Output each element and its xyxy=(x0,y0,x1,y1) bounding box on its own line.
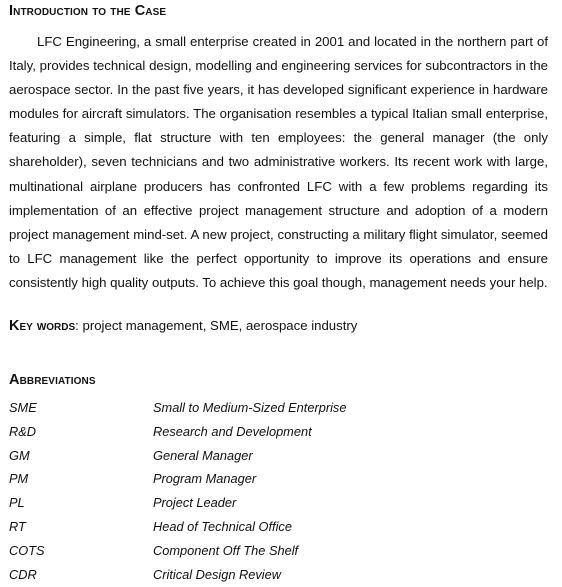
abbreviation-row xyxy=(0,492,562,516)
abbreviation-row xyxy=(0,540,562,564)
abbreviation-row xyxy=(0,564,562,587)
abbreviation-code: GM xyxy=(9,447,30,463)
abbreviation-code: R&D xyxy=(9,423,37,439)
abbreviation-code: SME xyxy=(9,400,37,415)
abbreviation-code: PM xyxy=(9,471,29,487)
abbreviation-code: COTS xyxy=(9,542,45,558)
keywords-value: : project management, SME, aerospace industry xyxy=(75,318,358,333)
abbreviation-definition: Head of Technical Office xyxy=(153,518,292,534)
abbreviation-definition: Critical Design Review xyxy=(153,566,282,582)
abbreviations-title: Abbreviations xyxy=(9,372,96,388)
abbreviation-row xyxy=(0,516,562,540)
abbreviations-list xyxy=(0,397,562,587)
section-title: Introduction to the Case xyxy=(9,3,167,19)
abbreviation-definition: Project Leader xyxy=(153,495,237,511)
abbreviation-code: PL xyxy=(9,495,25,511)
abbreviation-definition: Component Off The Shelf xyxy=(153,542,299,558)
abbreviation-definition: Program Manager xyxy=(153,471,257,487)
keywords-line xyxy=(9,318,357,334)
abbreviation-definition: Research and Development xyxy=(153,423,312,439)
abbreviation-definition: Small to Medium-Sized Enterprise xyxy=(153,400,347,415)
abbreviation-definition: General Manager xyxy=(153,447,253,463)
abbreviation-code: RT xyxy=(9,518,26,534)
abbreviation-row xyxy=(0,468,562,492)
abbreviation-code: CDR xyxy=(9,566,37,582)
keywords-label: Key words xyxy=(9,318,76,334)
abbreviation-row xyxy=(0,421,562,445)
intro-paragraph: LFC Engineering, a small enterprise created in 2001 and located in the northern part of Italy, provides technical design, modelling and engineering services for subcontractors in the aerospace sector. In the past five years, it has developed significant experience in hardware modules for aircraft simulators. The organisation resembles a typical Italian small enterprise, featuring a simple, flat structure with ten employees: the general manager (the only shareholder), seven technicians and two administrative workers. Its recent work with large, multinational airplane producers has confronted LFC with a few problems regarding its implementation of an effective project management structure and adoption of a modern project management mind-set. A new project, constructing a military flight simulator, seemed to LFC management like the perfect opportunity to improve its operations and ensure consistently high quality outputs. To achieve this goal though, management needs your help. xyxy=(9,34,548,290)
abbreviation-row xyxy=(0,397,562,421)
abbreviation-row xyxy=(0,445,562,469)
